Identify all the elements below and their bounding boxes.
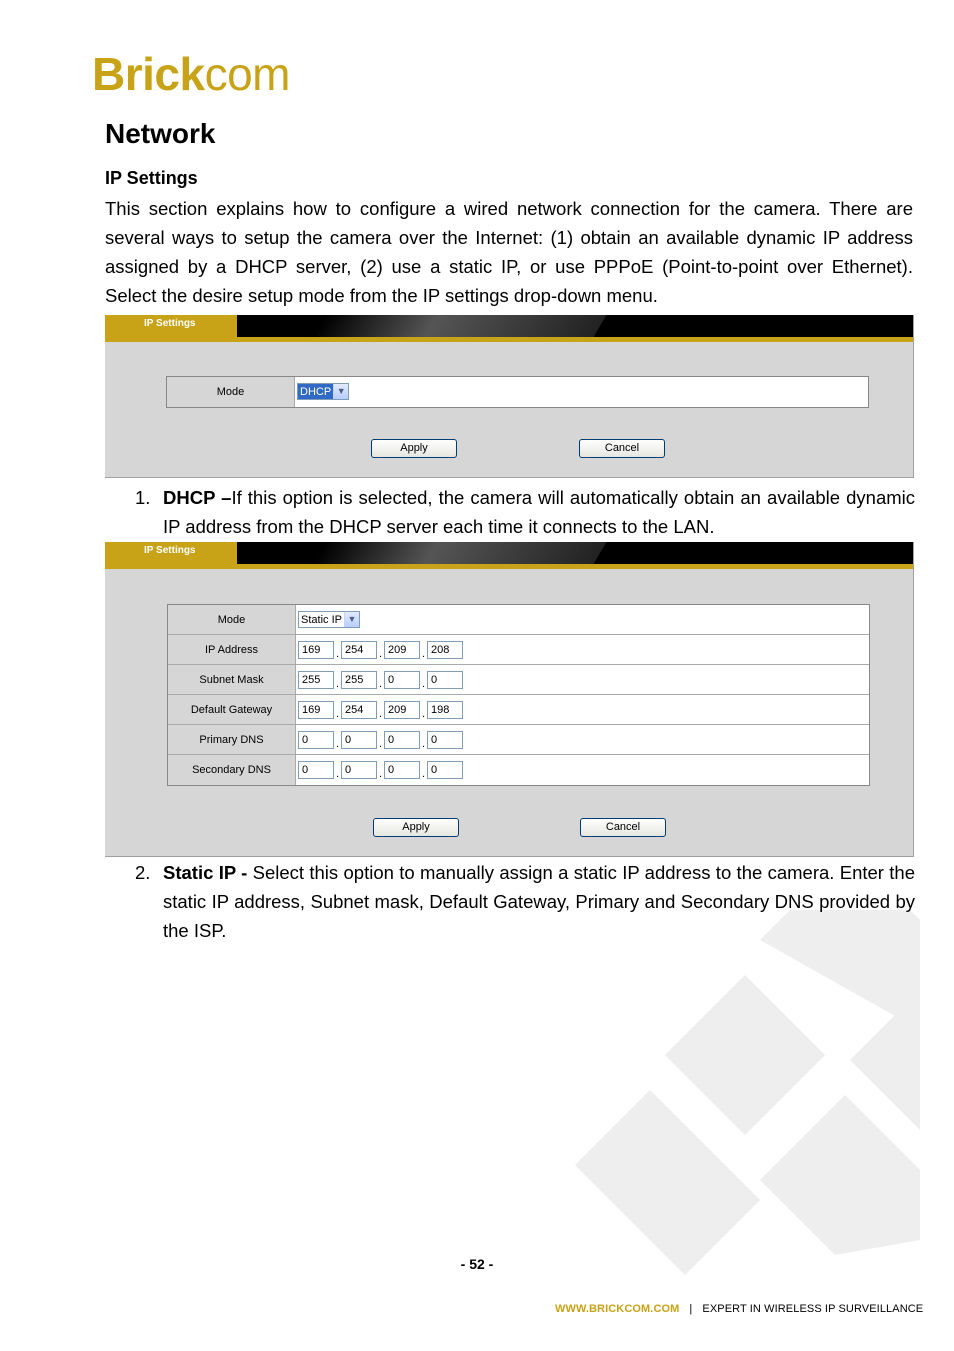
list-item-dhcp: 1. DHCP –If this option is selected, the camera will automatically obtain an available dynamic IP address from the DHCP server each time it connects to the LAN. <box>135 487 915 537</box>
octet-input[interactable]: 255 <box>298 671 334 689</box>
settings-form <box>166 376 869 408</box>
octet-separator: . <box>422 738 426 750</box>
octet-separator: . <box>379 708 383 720</box>
octet-input[interactable]: 255 <box>341 671 377 689</box>
octet-input[interactable]: 0 <box>298 761 334 779</box>
mode-select[interactable]: DHCP ▼ <box>297 383 349 400</box>
row-label: Secondary DNS <box>168 755 296 785</box>
ip-row <box>168 665 869 695</box>
octet-input[interactable]: 208 <box>427 641 463 659</box>
octet-input[interactable]: 0 <box>341 761 377 779</box>
apply-button[interactable]: Apply <box>371 439 457 458</box>
intro-paragraph: This section explains how to configure a wired network connection for the camera. There are several ways to setup the camera over the Internet: (1) obtain an available dynamic IP address assigned by a DHCP server, (2) use a static IP, or use PPPoE (Point-to-point over Ethernet). Select the desire setup mode from the IP settings drop-down menu. <box>105 198 913 306</box>
panel-tab: IP Settings <box>105 315 237 337</box>
octet-input[interactable]: 0 <box>427 731 463 749</box>
footer-url: WWW.BRICKCOM.COM <box>555 1303 680 1315</box>
octet-separator: . <box>422 678 426 690</box>
octet-input[interactable]: 254 <box>341 701 377 719</box>
octet-input[interactable]: 169 <box>298 641 334 659</box>
list-item-static-ip: 2. Static IP - Select this option to manually assign a static IP address to the camera. Enter the static IP address, Subnet mask, Default Gateway, Primary and Secondary DNS provided by the ISP. <box>135 862 915 941</box>
brickcom-logo: Brickcom <box>92 48 290 100</box>
ip-row <box>168 725 869 755</box>
section-heading: IP Settings <box>105 168 198 188</box>
mode-row <box>168 605 869 635</box>
octet-input[interactable]: 254 <box>341 641 377 659</box>
ip-row <box>168 695 869 725</box>
octet-input[interactable]: 198 <box>427 701 463 719</box>
mode-row <box>167 377 868 407</box>
ip-settings-panel-dhcp <box>105 315 914 478</box>
panel-header <box>105 315 913 337</box>
octet-separator: . <box>336 738 340 750</box>
octet-input[interactable]: 209 <box>384 641 420 659</box>
octet-separator: . <box>336 678 340 690</box>
footer-tagline: EXPERT IN WIRELESS IP SURVEILLANCE <box>702 1303 924 1315</box>
apply-button[interactable]: Apply <box>373 818 459 837</box>
cancel-button[interactable]: Cancel <box>580 818 666 837</box>
octet-separator: . <box>379 678 383 690</box>
octet-separator: . <box>379 768 383 780</box>
mode-label: Mode <box>167 377 295 407</box>
octet-separator: . <box>336 708 340 720</box>
mode-select[interactable]: Static IP ▼ <box>298 611 360 628</box>
octet-separator: . <box>336 768 340 780</box>
term-static-ip: Static IP - <box>163 862 248 883</box>
row-label: IP Address <box>168 635 296 664</box>
octet-input[interactable]: 0 <box>341 731 377 749</box>
octet-separator: . <box>422 708 426 720</box>
row-label: Subnet Mask <box>168 665 296 694</box>
page-title: Network <box>105 118 216 149</box>
term-dhcp: DHCP – <box>163 487 232 508</box>
row-label: Default Gateway <box>168 695 296 724</box>
octet-input[interactable]: 169 <box>298 701 334 719</box>
octet-separator: . <box>422 768 426 780</box>
chevron-down-icon: ▼ <box>344 612 359 627</box>
mode-label: Mode <box>168 605 296 634</box>
brand-watermark <box>560 910 920 1290</box>
octet-input[interactable]: 0 <box>384 761 420 779</box>
panel-header <box>105 542 913 564</box>
octet-input[interactable]: 0 <box>427 671 463 689</box>
ip-row <box>168 755 869 785</box>
page-number: - 52 - <box>460 1256 494 1272</box>
octet-input[interactable]: 209 <box>384 701 420 719</box>
chevron-down-icon: ▼ <box>333 384 348 399</box>
ip-row <box>168 635 869 665</box>
octet-separator: . <box>379 738 383 750</box>
octet-input[interactable]: 0 <box>384 731 420 749</box>
octet-input[interactable]: 0 <box>384 671 420 689</box>
cancel-button[interactable]: Cancel <box>579 439 665 458</box>
panel-tab: IP Settings <box>105 542 237 564</box>
octet-separator: . <box>422 648 426 660</box>
octet-input[interactable]: 0 <box>298 731 334 749</box>
row-label: Primary DNS <box>168 725 296 754</box>
octet-input[interactable]: 0 <box>427 761 463 779</box>
static-ip-form <box>167 604 870 786</box>
footer: WWW.BRICKCOM.COM | EXPERT IN WIRELESS IP SURVEILLANCE <box>555 1303 924 1315</box>
ip-settings-panel-static <box>105 542 914 857</box>
octet-separator: . <box>336 648 340 660</box>
octet-separator: . <box>379 648 383 660</box>
